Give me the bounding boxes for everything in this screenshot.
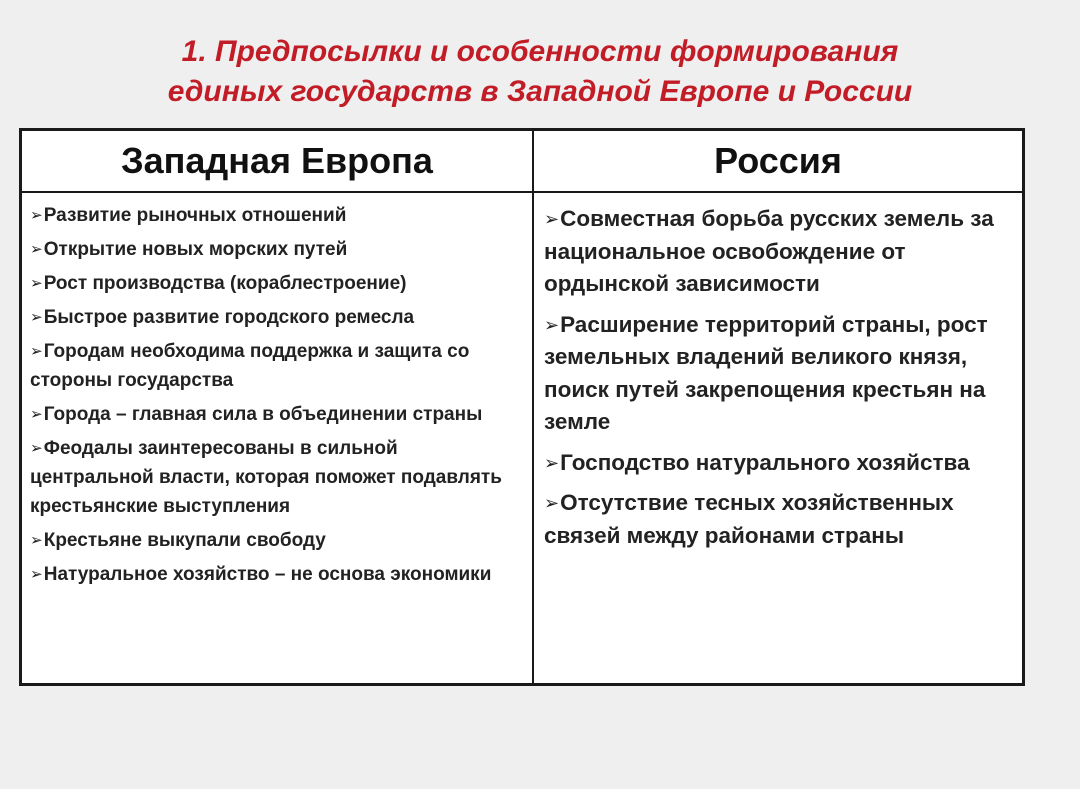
russia-list bbox=[544, 203, 1020, 560]
list-item bbox=[30, 303, 525, 332]
arrowhead-bullet-icon: ➢ bbox=[30, 275, 43, 292]
list-item bbox=[30, 434, 525, 521]
arrowhead-bullet-icon: ➢ bbox=[544, 209, 560, 229]
list-item bbox=[30, 201, 525, 230]
arrowhead-bullet-icon: ➢ bbox=[30, 343, 43, 360]
arrowhead-bullet-icon: ➢ bbox=[30, 406, 43, 423]
list-item-text: Открытие новых морских путей bbox=[43, 239, 348, 260]
list-item-text: Совместная борьба русских земель за национальное освобождение от ордынской зависимости bbox=[544, 206, 994, 296]
slide-title bbox=[0, 32, 1080, 112]
western-europe-list bbox=[30, 201, 525, 594]
column-divider bbox=[532, 131, 534, 683]
title-line-2: единых государств в Западной Европе и России bbox=[167, 75, 913, 108]
title-line-1: 1. Предпосылки и особенности формирования bbox=[181, 35, 899, 68]
list-item bbox=[30, 337, 525, 395]
list-item-text: Расширение территорий страны, рост земельных владений великого князя, поиск путей закрепощения крестьян на земле bbox=[544, 311, 988, 434]
list-item-text: Господство натурального хозяйства bbox=[560, 449, 970, 475]
list-item-text: Города – главная сила в объединении страны bbox=[43, 404, 483, 425]
arrowhead-bullet-icon: ➢ bbox=[30, 207, 43, 224]
arrowhead-bullet-icon: ➢ bbox=[30, 566, 43, 583]
header-divider bbox=[22, 191, 1022, 193]
comparison-table bbox=[19, 128, 1025, 686]
list-item bbox=[30, 526, 525, 555]
list-item-text: Отсутствие тесных хозяйственных связей между районами страны bbox=[544, 490, 954, 548]
list-item bbox=[544, 203, 1020, 301]
arrowhead-bullet-icon: ➢ bbox=[30, 309, 43, 326]
arrowhead-bullet-icon: ➢ bbox=[544, 452, 560, 473]
header-western-europe: Западная Европа bbox=[121, 140, 433, 181]
arrowhead-bullet-icon: ➢ bbox=[30, 532, 43, 549]
list-item bbox=[30, 400, 525, 429]
list-item-text: Крестьяне выкупали свободу bbox=[43, 530, 326, 551]
list-item-text: Рост производства (кораблестроение) bbox=[43, 273, 407, 294]
header-russia: Россия bbox=[714, 140, 842, 181]
arrowhead-bullet-icon: ➢ bbox=[30, 440, 43, 457]
list-item bbox=[30, 235, 525, 264]
list-item bbox=[544, 447, 1020, 480]
list-item bbox=[544, 309, 1020, 439]
list-item-text: Быстрое развитие городского ремесла bbox=[43, 307, 415, 328]
arrowhead-bullet-icon: ➢ bbox=[544, 493, 560, 513]
list-item bbox=[544, 487, 1020, 552]
arrowhead-bullet-icon: ➢ bbox=[30, 241, 43, 258]
list-item-text: Городам необходима поддержка и защита со стороны государства bbox=[30, 341, 470, 391]
list-item bbox=[30, 560, 525, 589]
arrowhead-bullet-icon: ➢ bbox=[544, 314, 560, 335]
list-item-text: Феодалы заинтересованы в сильной центральной власти, которая поможет подавлять крестьянские выступления bbox=[30, 438, 502, 517]
list-item-text: Развитие рыночных отношений bbox=[43, 205, 347, 226]
list-item-text: Натуральное хозяйство – не основа экономики bbox=[43, 564, 492, 585]
list-item bbox=[30, 269, 525, 298]
